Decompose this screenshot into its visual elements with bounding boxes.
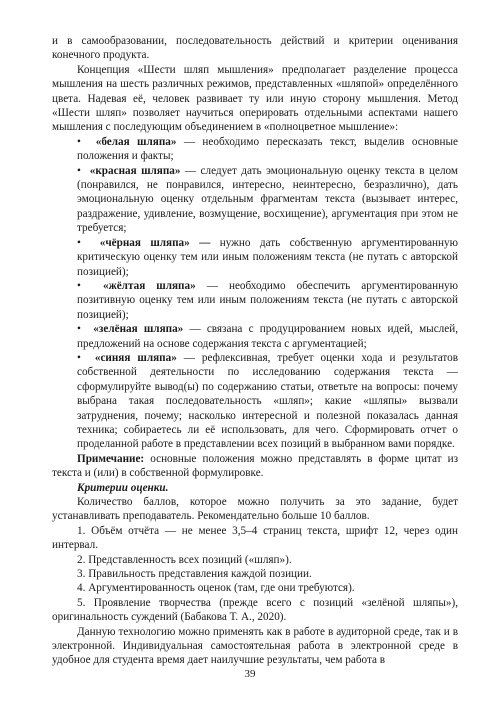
bullet-green-hat: • «зелёная шляпа» — связана с продуцированием новых идей, мыслей, предложений на основе содержания текста с аргументацией; <box>77 323 458 350</box>
bullet-black-hat: • «чёрная шляпа» — нужно дать собственную аргументированную критическую оценку тем или иным положениям текста (не путать с авторской позицией); <box>77 236 458 278</box>
bullet-text: — необходимо пересказать текст, выделив основные положения и факты; <box>77 135 458 163</box>
criterion-item: 4. Аргументированность оценок (там, где они требуются). <box>77 582 355 595</box>
note-paragraph <box>52 452 458 481</box>
criterion-item: 3. Правильность представления каждой позиции. <box>77 568 312 581</box>
continued-paragraph: и в самообразовании, последовательность действий и критерии оценивания конечного продукта. <box>52 35 458 62</box>
bullet-label: «жёлтая шляпа» <box>103 279 196 292</box>
criterion-item: 1. Объём отчёта — не менее 3,5–4 страниц текста, шрифт 12, через один интервал. <box>52 524 458 552</box>
bullet-label: «чёрная шляпа» — <box>99 236 211 249</box>
bullet-text: — необходимо обеспечить аргументированную позитивную оценку тем или иным положениям текста (не путать с авторской позицией); <box>77 279 459 321</box>
bullet-label: «красная шляпа» <box>89 164 181 177</box>
technology-paragraph: Данную технологию можно применять как в работе в аудиторной среде, так и в электронной. Индивидуальная самостоятельная работа в электронной среде в удобное для студента время дает наилучшие результаты, чем работа в <box>52 625 458 667</box>
page-number: 39 <box>244 668 256 680</box>
criteria-heading: Критерии оценки. <box>77 481 169 494</box>
criterion-item: 2. Представленность всех позиций («шляп»). <box>77 553 292 566</box>
bullet-text: — связана с продуцированием новых идей, мыслей, предложений на основе содержания текста с аргументацией; <box>77 323 458 350</box>
concept-paragraph: Концепция «Шести шляп мышления» предполагает разделение процесса мышления на шесть различных режимов, представленных «шляпой» определённого цвета. Надевая её, человек развивает ту или иную сторону мышления. Метод «Шести шляп» позволяет научиться оперировать отдельными аспектами нашего мышления с последующим объединением в «полноцветное мышление»: <box>52 63 458 134</box>
score-paragraph: Количество баллов, которое можно получить за это задание, будет устанавливать преподаватель. Рекомендательно больше 10 баллов. <box>52 496 458 523</box>
bullet-yellow-hat: • «жёлтая шляпа» — необходимо обеспечить аргументированную позитивную оценку тем или иным положениям текста (не путать с авторской позицией); <box>77 279 459 321</box>
note-label: Примечание: <box>77 452 145 465</box>
bullet-label: «белая шляпа» <box>95 135 177 148</box>
bullet-blue-hat: • «синяя шляпа» — рефлексивная, требует оценки хода и результатов собственной деятельности по исследованию содержания текста — сформулируйте вывод(ы) по содержанию статьи, ответьте на вопросы: почему выбрана такая последовательность «шляп»; какие «шляпы» вызвали затруднения, почему; насколько интересной и полезной показалась данная техника; собираетесь ли её использовать, для чего. Сформировать отчет о проделанной работе в представлении всех позиций в выбранном вами порядке. <box>77 351 458 451</box>
note-text: основные положения можно представлять в форме цитат из текста и (или) в собственной формулировке. <box>52 452 458 480</box>
bullet-red-hat: • «красная шляпа» — следует дать эмоциональную оценку текста в целом (понравился, не понравился, интересно, неинтересно, безразлично), дать эмоциональную оценку отдельным фрагментам текста (вызывает интерес, раздражение, удивление, возмущение, восхищение), аргументация при этом не требуется; <box>77 164 458 235</box>
criterion-item: 5. Проявление творчества (прежде всего с позиций «зелёной шляпы»), оригинальность суждений (Бабакова Т. А., 2020). <box>52 596 458 624</box>
bullet-text: — рефлексивная, требует оценки хода и результатов собственной деятельности по исследованию содержания текста — сформулируйте вывод(ы) по содержанию статьи, ответьте на вопросы: почему выбрана такая последовательность «шляп»; какие «шляпы» вызвали затруднения, почему; насколько интересной и полезной показалась данная техника; собираетесь ли её использовать, для чего. Сформировать отчет о проделанной работе в представлении всех позиций в выбранном вами порядке. <box>77 351 458 451</box>
page-body <box>52 34 458 668</box>
bullet-text: — следует дать эмоциональную оценку текста в целом (понравился, не понравился, интересно, неинтересно, безразлично), дать эмоциональную оценку отдельным фрагментам текста (вызывает интерес, раздражение, удивление, возмущение, восхищение), аргументация при этом не требуется; <box>77 164 458 235</box>
bullet-label: «зелёная шляпа» <box>93 323 184 336</box>
bullet-label: «синяя шляпа» <box>94 351 177 364</box>
bullet-text: нужно дать собственную аргументированную критическую оценку тем или иным положениям текста (не путать с авторской позицией); <box>77 236 458 278</box>
bullet-white-hat: • «белая шляпа» — необходимо пересказать текст, выделив основные положения и факты; <box>77 135 458 163</box>
